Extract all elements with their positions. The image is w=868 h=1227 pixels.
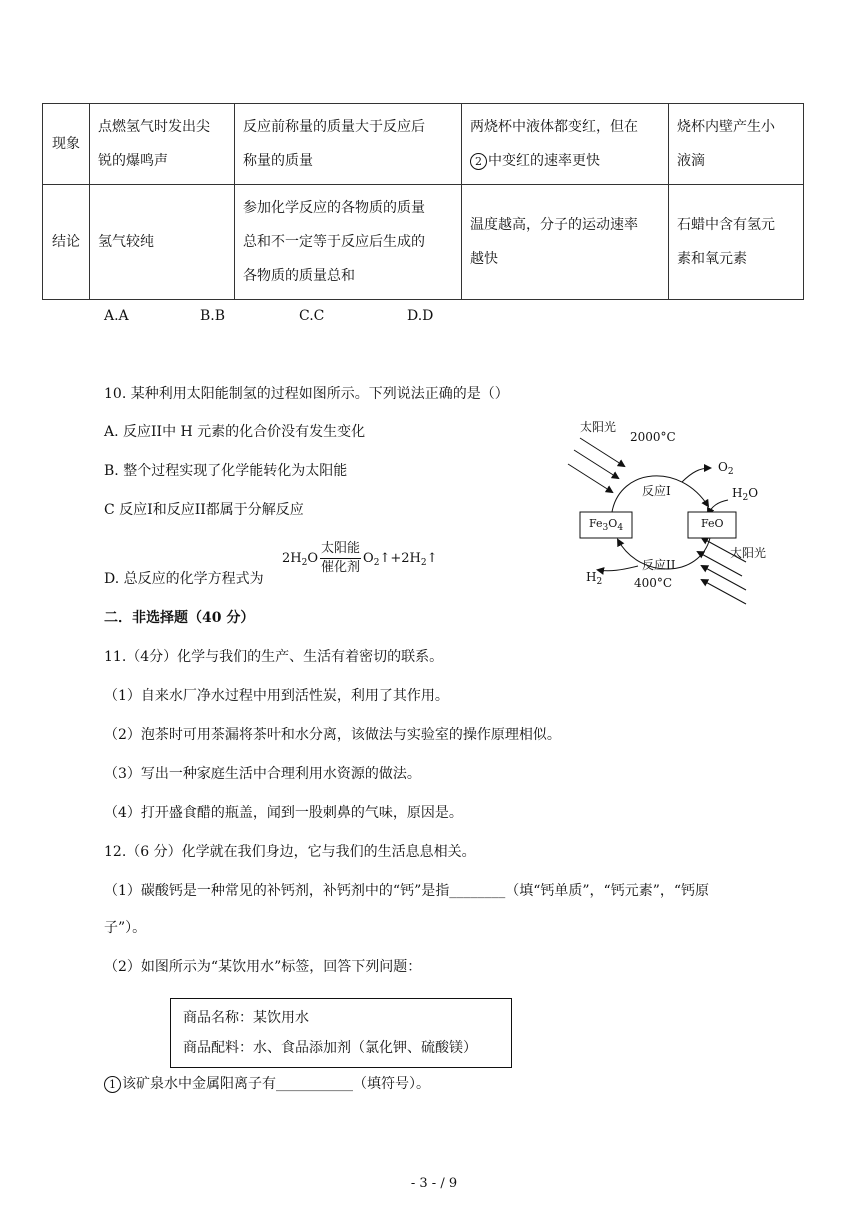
eq-condition-top: 太阳能	[320, 540, 361, 559]
cell-text: 石蜡中含有氢元	[677, 217, 775, 233]
q9-table	[42, 103, 804, 300]
eq-text: ↑+2H	[379, 551, 421, 566]
eq-subscript: 2	[301, 558, 308, 568]
fe3o4-text: Fe	[589, 517, 603, 530]
section-heading: 二．非选择题（40 分）	[104, 610, 255, 626]
circled-number: 1	[104, 1076, 121, 1093]
q10-option-b[interactable]: B. 整个过程实现了化学能转化为太阳能	[104, 463, 348, 479]
cell-text	[470, 144, 660, 178]
q10-option-a[interactable]: A. 反应II中 H 元素的化合价没有发生变化	[104, 424, 366, 440]
solar-hydrogen-diagram	[560, 410, 790, 610]
cell-d-conclusion	[669, 185, 804, 300]
h2o-text: O	[748, 486, 759, 500]
temp-high-label: 2000°C	[630, 430, 676, 444]
q11-part2: （2）泡茶时可用茶漏将茶叶和水分离，该做法与实验室的操作原理相似。	[104, 727, 561, 743]
o2-label	[718, 460, 734, 477]
row-head-phenomenon: 现象	[43, 104, 90, 185]
cell-text: 反应前称量的质量大于反应后	[243, 119, 425, 135]
q10-option-c[interactable]: C 反应I和反应II都属于分解反应	[104, 502, 304, 518]
cell-a-conclusion: 氢气较纯	[90, 185, 235, 300]
h2o-text: H	[732, 486, 743, 500]
q10-stem: 10. 某种利用太阳能制氢的过程如图所示。下列说法正确的是（）	[104, 386, 509, 402]
total-equation	[282, 540, 437, 577]
sunlight-arrow	[574, 450, 618, 478]
cell-text: 液滴	[677, 153, 705, 169]
eq-text: 2H	[282, 551, 302, 566]
cell-text: 参加化学反应的各物质的质量	[243, 200, 425, 216]
cell-b-phenomenon	[235, 104, 462, 185]
q11-part1: （1）自来水厂净水过程中用到活性炭，利用了其作用。	[104, 688, 449, 704]
q11-part4: （4）打开盛食醋的瓶盖，闻到一股刺鼻的气味，原因是。	[104, 805, 463, 821]
q12-stem: 12.（6 分）化学就在我们身边，它与我们的生活息息相关。	[104, 844, 476, 860]
cell-text: 温度越高，分子的运动速率	[470, 217, 638, 233]
q11-stem: 11.（4分）化学与我们的生产、生活有着密切的联系。	[104, 649, 444, 665]
cell-text: 各物质的质量总和	[243, 268, 355, 284]
cell-text: 两烧杯中液体都变红，但在	[470, 119, 638, 135]
eq-subscript: 2	[373, 558, 380, 568]
circled-number: 2	[470, 153, 487, 170]
eq-text: O	[363, 551, 374, 566]
eq-condition-bottom: 催化剂	[321, 560, 361, 575]
cell-text: 中变红的速率更快	[488, 153, 600, 169]
reaction1-label: 反应I	[642, 484, 671, 498]
q12-part1-line1: （1）碳酸钙是一种常见的补钙剂，补钙剂中的“钙”是指________（填“钙单质”，“钙元素”，“钙原	[104, 883, 710, 899]
cell-c-phenomenon	[462, 104, 669, 185]
cell-text: 素和氧元素	[677, 251, 747, 267]
q12-part1-line2: 子”）。	[104, 920, 147, 936]
q9-option-a[interactable]: A.A	[104, 308, 129, 324]
cell-c-conclusion	[462, 185, 669, 300]
h2-label	[586, 570, 602, 587]
cell-text: 总和不一定等于反应后生成的	[243, 234, 425, 250]
h2o-subscript: 2	[742, 493, 749, 503]
cell-text: 烧杯内壁产生小	[677, 119, 775, 135]
q12-part2: （2）如图所示为“某饮用水”标签，回答下列问题：	[104, 959, 422, 975]
sunlight-arrow	[580, 438, 624, 466]
h2-arrow	[598, 566, 638, 571]
sunlight-label-top: 太阳光	[580, 420, 617, 434]
o2-subscript: 2	[727, 467, 734, 477]
q12-sub1	[104, 1074, 430, 1094]
label-ingredients: 商品配料：水、食品添加剂（氯化钾、硫酸镁）	[183, 1040, 477, 1056]
h2o-label	[732, 486, 758, 503]
cell-a-phenomenon	[90, 104, 235, 185]
q12-sub1-text: 该矿泉水中金属阳离子有___________（填符号）。	[122, 1076, 430, 1092]
h2-subscript: 2	[596, 577, 603, 587]
cell-text: 锐的爆鸣声	[98, 153, 168, 169]
q11-part3: （3）写出一种家庭生活中合理利用水资源的做法。	[104, 766, 421, 782]
q10-option-d[interactable]: D. 总反应的化学方程式为	[104, 571, 264, 587]
sunlight-label-bottom: 太阳光	[730, 546, 767, 560]
sunlight-arrow	[702, 580, 746, 604]
cell-text: 点燃氢气时发出尖	[98, 119, 210, 135]
cell-text: 称量的质量	[243, 153, 313, 169]
fe3o4-subscript: 4	[617, 523, 624, 533]
q9-option-d[interactable]: D.D	[407, 308, 434, 324]
row-head-conclusion: 结论	[43, 185, 90, 300]
cell-b-conclusion	[235, 185, 462, 300]
sunlight-arrow	[702, 566, 746, 590]
cell-text: 越快	[470, 251, 498, 267]
fe3o4-subscript: 3	[602, 523, 609, 533]
fe3o4-label	[589, 517, 623, 533]
table-row	[43, 185, 804, 300]
q9-option-c[interactable]: C.C	[299, 308, 325, 324]
table-row	[43, 104, 804, 185]
page-number: - 3 - / 9	[410, 1176, 458, 1191]
o2-text: O	[718, 460, 728, 474]
eq-subscript: 2	[420, 558, 427, 568]
temp-low-label: 400°C	[634, 576, 673, 590]
label-product-name: 商品名称：某饮用水	[183, 1010, 309, 1026]
sunlight-arrow	[568, 464, 612, 492]
eq-text: O	[307, 551, 319, 566]
water-label-box	[170, 998, 512, 1068]
h2-text: H	[586, 570, 597, 584]
feo-label: FeO	[701, 517, 724, 530]
eq-text: ↑	[426, 551, 438, 566]
reaction2-label: 反应II	[642, 558, 676, 572]
q9-option-b[interactable]: B.B	[200, 308, 226, 324]
cell-d-phenomenon	[669, 104, 804, 185]
o2-arrow	[682, 468, 710, 482]
fe3o4-text: O	[608, 517, 618, 530]
eq-condition	[320, 540, 361, 577]
